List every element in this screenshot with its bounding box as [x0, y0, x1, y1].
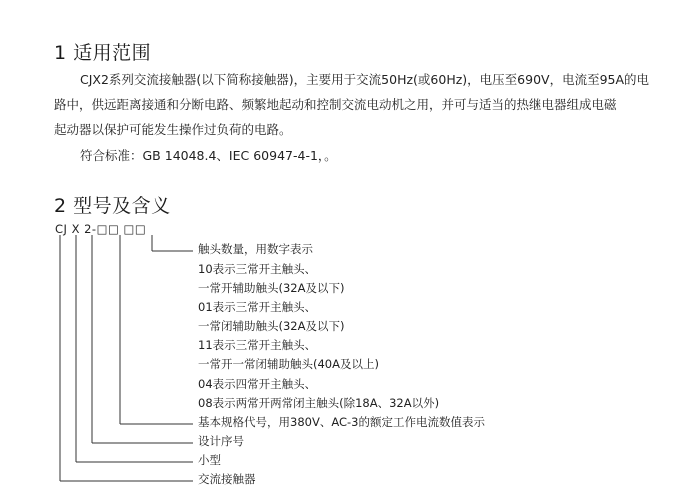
item-01-b: 一常闭辅助触头(32A及以下)	[198, 319, 345, 333]
item-08-a: 08表示两常开两常闭主触头(除18A、32A以外)	[198, 396, 440, 410]
intro-line-3: 起动器以保护可能发生操作过负荷的电路。	[54, 122, 292, 137]
model-code: CJ X 2-□□ □□	[55, 222, 147, 236]
section2-heading: 2 型号及含义	[54, 195, 171, 217]
intro-line-1: CJX2系列交流接触器(以下简称接触器)，主要用于交流50Hz(或60Hz)，电压至690V，电流至95A的电	[80, 72, 650, 87]
item-contact-count: 触头数量，用数字表示	[198, 242, 313, 256]
item-10-b: 一常开辅助触头(32A及以下)	[198, 281, 345, 295]
item-ac-contactor: 交流接触器	[198, 472, 256, 486]
item-design-serial: 设计序号	[198, 434, 244, 448]
standard-line: 符合标准：GB 14048.4、IEC 60947-4-1，。	[80, 148, 337, 163]
item-01-a: 01表示三常开主触头、	[198, 300, 317, 314]
intro-line-2: 路中，供远距离接通和分断电路、频繁地起动和控制交流电动机之用，并可与适当的热继电器组成电磁	[54, 97, 617, 112]
item-rating-code: 基本规格代号，用380V、AC-3的额定工作电流数值表示	[198, 415, 485, 429]
item-04-a: 04表示四常开主触头、	[198, 377, 317, 391]
item-10-a: 10表示三常开主触头、	[198, 262, 317, 276]
item-small-type: 小型	[198, 453, 221, 467]
section1-heading: 1 适用范围	[54, 42, 152, 64]
item-11-b: 一常开一常闭辅助触头(40A及以上)	[198, 357, 379, 371]
item-11-a: 11表示三常开主触头、	[198, 338, 317, 352]
